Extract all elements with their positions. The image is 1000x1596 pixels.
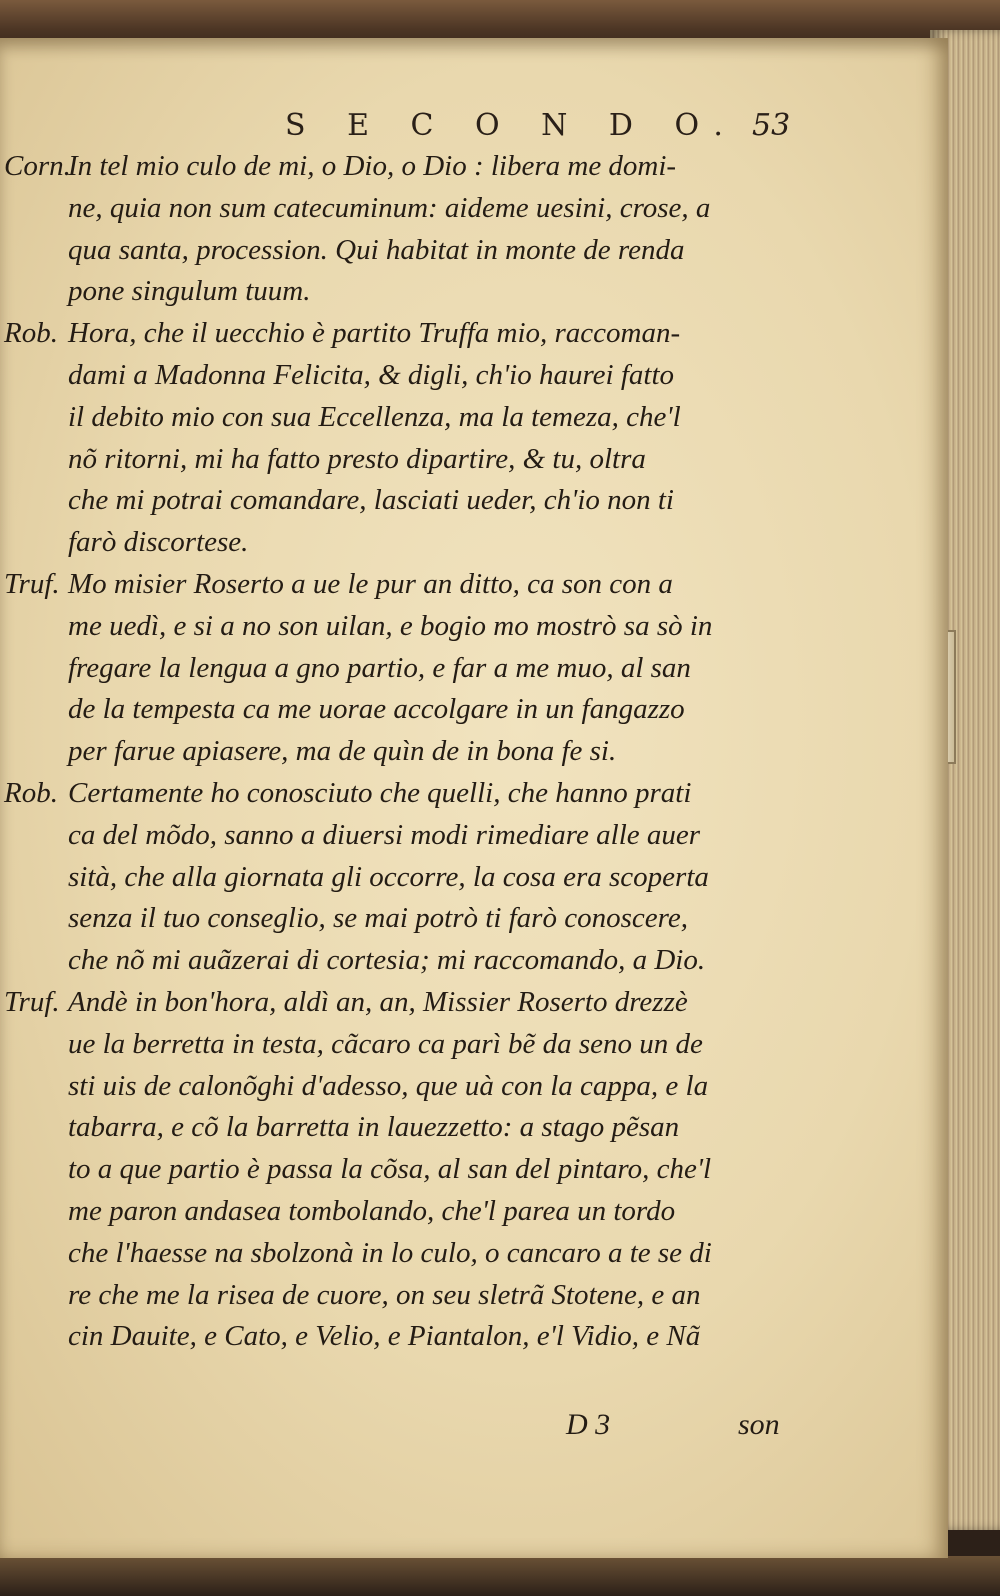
speech — [4, 982, 844, 1358]
text-line: farò discortese. — [68, 526, 249, 559]
text-line: nõ ritorni, mi ha fatto presto dipartire, & tu, oltra — [68, 442, 646, 475]
text-line: to a que partio è passa la cõsa, al san del pintaro, che'l — [68, 1153, 712, 1186]
page-footer — [0, 1408, 948, 1448]
speech — [4, 773, 844, 982]
page — [0, 38, 948, 1558]
book-bottom — [0, 1556, 1000, 1596]
running-head: S E C O N D O. — [285, 108, 739, 143]
speech — [4, 146, 844, 313]
folio-number: 53 — [752, 108, 791, 143]
text-line: che nõ mi auãzerai di cortesia; mi raccomando, a Dio. — [68, 944, 706, 977]
speech — [4, 564, 844, 773]
text-line: re che me la risea de cuore, on seu sletrã Stotene, e an — [68, 1278, 701, 1311]
text-line: Mo misier Roserto a ue le pur an ditto, ca son con a — [68, 567, 673, 600]
text-line: Andè in bon'hora, aldì an, an, Missier Roserto drezzè — [68, 985, 688, 1018]
page-header — [0, 108, 948, 148]
text-line: il debito mio con sua Eccellenza, ma la temeza, che'l — [68, 400, 681, 433]
text-line: tabarra, e cõ la barretta in lauezzetto: a stago pẽsan — [68, 1111, 680, 1144]
speaker-label: Truf. — [4, 567, 60, 600]
text-line: pone singulum tuum. — [68, 275, 311, 308]
speaker-label: Rob. — [4, 776, 58, 809]
text-line: cin Dauite, e Cato, e Velio, e Piantalon, e'l Vidio, e Nã — [68, 1320, 701, 1353]
text-line: me paron andasea tombolando, che'l parea un tordo — [68, 1194, 676, 1227]
text-line: ue la berretta in testa, cãcaro ca parì bẽ da seno un de — [68, 1027, 703, 1060]
text-line: fregare la lengua a gno partio, e far a me muo, al san — [68, 651, 691, 684]
text-line: Certamente ho conosciuto che quelli, che hanno prati — [68, 776, 692, 809]
text-line: sità, che alla giornata gli occorre, la cosa era scoperta — [68, 860, 709, 893]
signature-mark: D 3 — [566, 1408, 611, 1441]
text-line: che l'haesse na sbolzonà in lo culo, o cancaro a te se di — [68, 1236, 712, 1269]
text-line: sti uis de calonõghi d'adesso, que uà con la cappa, e la — [68, 1069, 709, 1102]
dialogue-text — [4, 146, 844, 1358]
text-line: Hora, che il uecchio è partito Truffa mio, raccoman- — [68, 317, 681, 350]
speaker-label: Rob. — [4, 317, 58, 350]
speaker-label: Truf. — [4, 985, 60, 1018]
text-line: me uedì, e si a no son uilan, e bogio mo mostrò sa sò in — [68, 609, 713, 642]
text-line: senza il tuo conseglio, se mai potrò ti farò conoscere, — [68, 902, 688, 935]
text-line: de la tempesta ca me uorae accolgare in un fangazzo — [68, 693, 685, 726]
text-line: per farue apiasere, ma de quìn de in bona fe si. — [68, 735, 617, 768]
text-line: In tel mio culo de mi, o Dio, o Dio : libera me domi- — [68, 150, 677, 182]
speaker-label: Corn. — [4, 150, 71, 182]
text-line: ne, quia non sum catecuminum: aideme uesini, crose, a — [68, 191, 711, 224]
catchword: son — [738, 1408, 780, 1441]
text-line: che mi potrai comandare, lasciati ueder, ch'io non ti — [68, 484, 674, 517]
text-line: qua santa, procession. Qui habitat in monte de renda — [68, 233, 685, 266]
text-line: ca del mõdo, sanno a diuersi modi rimediare alle auer — [68, 818, 701, 851]
speech — [4, 313, 844, 564]
text-line: dami a Madonna Felicita, & digli, ch'io haurei fatto — [68, 358, 675, 391]
